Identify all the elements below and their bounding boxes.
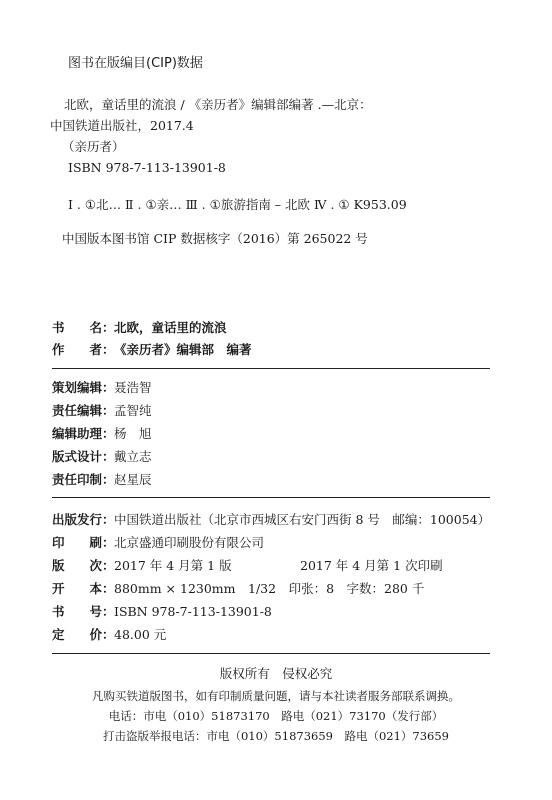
divider [52, 653, 490, 654]
staff-value: 杨 旭 [114, 426, 152, 441]
staff-label: 责任印制： [52, 472, 115, 487]
divider [52, 368, 490, 369]
staff-label: 策划编辑： [52, 380, 115, 395]
book-author-value: 《亲历者》编辑部 编著 [114, 342, 252, 357]
staff-value: 赵星辰 [114, 472, 152, 487]
publisher-label: 出版发行： [52, 512, 115, 527]
staff-label: 编辑助理： [52, 426, 115, 441]
publisher-value: 中国铁道出版社（北京市西城区右安门西街 8 号 邮编：100054） [114, 512, 491, 527]
cip-line-6: 中国版本图书馆 CIP 数据核字（2016）第 265022 号 [62, 231, 368, 246]
staff-value: 聂浩智 [114, 380, 152, 395]
staff-value: 戴立志 [114, 449, 152, 464]
edition-value: 2017 年 4 月第 1 版 [114, 558, 232, 573]
staff-value: 孟智纯 [114, 403, 152, 418]
cip-line-1: 北欧，童话里的流浪 / 《亲历者》编辑部编著 .—北京： [64, 97, 372, 112]
price-label: 定 价： [52, 627, 115, 642]
cip-line-5: Ⅰ . ①北… Ⅱ . ①亲… Ⅲ . ①旅游指南 – 北欧 Ⅳ . ① K953.09 [68, 197, 407, 212]
rights-notice: 版权所有 侵权必究 [219, 666, 333, 681]
printer-label: 印 刷： [52, 535, 115, 550]
printer-value: 北京盛通印刷股份有限公司 [114, 535, 265, 550]
cip-line-4: ISBN 978-7-113-13901-8 [68, 160, 226, 175]
staff-label: 责任编辑： [52, 403, 115, 418]
format-label: 开 本： [52, 581, 115, 596]
isbn-label: 书 号： [52, 604, 115, 619]
staff-label: 版式设计： [52, 449, 115, 464]
book-title-value: 北欧，童话里的流浪 [114, 320, 227, 335]
edition-label: 版 次： [52, 558, 115, 573]
phone-info: 电话：市电（010）51873170 路电（021）73170（发行部） [108, 709, 444, 723]
cip-line-3: （亲历者） [62, 139, 125, 154]
book-title-label: 书 名： [52, 320, 115, 335]
divider [52, 497, 490, 498]
printing-value: 2017 年 4 月第 1 次印刷 [300, 558, 443, 573]
cip-line-2: 中国铁道出版社，2017.4 [50, 118, 194, 133]
book-author-label: 作 者： [52, 342, 115, 357]
cip-title: 图书在版编目(CIP)数据 [68, 56, 203, 71]
isbn-value: ISBN 978-7-113-13901-8 [114, 604, 272, 619]
exchange-notice: 凡购买铁道版图书，如有印制质量问题，请与本社读者服务部联系调换。 [92, 689, 460, 703]
price-value: 48.00 元 [114, 627, 167, 642]
piracy-hotline: 打击盗版举报电话：市电（010）51873659 路电（021）73659 [102, 729, 449, 743]
format-value: 880mm × 1230mm 1/32 印张：8 字数：280 千 [114, 581, 425, 596]
